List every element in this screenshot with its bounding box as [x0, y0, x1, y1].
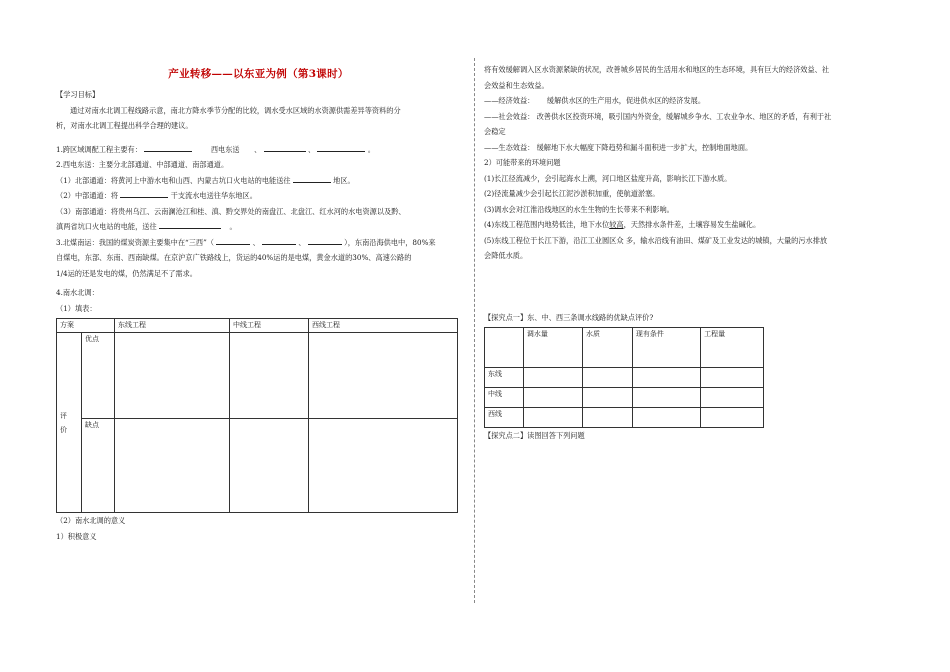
answer-blank[interactable] [144, 143, 192, 152]
answer-blank[interactable] [159, 220, 221, 229]
answer-blank[interactable] [262, 236, 296, 245]
objective-heading: 【学习目标】 [56, 90, 100, 99]
question-text: 。 [367, 144, 375, 154]
question-3-cont: 1/4运的还是发电的煤，仍然满足不了需求。 [56, 268, 197, 278]
route-comparison-table [484, 327, 764, 428]
answer-blank[interactable] [293, 174, 331, 183]
question-text: （1）北部通道：将黄河上中游水电和山西、内蒙古坑口火电站的电能送往 [56, 175, 291, 185]
table-header: 现有条件 [632, 328, 700, 368]
question-text: 、 [252, 237, 260, 247]
objective-line: 析，对南水北调工程提出科学合理的建议。 [56, 121, 193, 130]
question-1 [56, 142, 461, 158]
question-3 [56, 235, 461, 251]
table-cell[interactable] [582, 388, 632, 408]
env-problem: (2)径流量减少会引起长江泥沙淤积加重，使航道淤塞。 [484, 189, 660, 198]
row-label-advantages: 优点 [82, 333, 115, 419]
question-text: ），东南沿海供电中，80%来 [344, 237, 436, 247]
significance-line: 会效益和生态效益。 [484, 80, 549, 90]
table-cell[interactable] [230, 333, 309, 419]
route-evaluation-table [56, 318, 458, 513]
table-corner [485, 328, 524, 368]
table-cell[interactable] [701, 388, 764, 408]
left-column [56, 62, 461, 544]
explore-point-1: 【探究点一】东、中、西三条调水线路的优缺点评价? [484, 312, 654, 322]
significance-line: 将有效缓解调入区水资源紧缺的状况，改善城乡居民的生活用水和地区的生态环境，具有巨大的经济效益、社 [484, 65, 830, 74]
explore-point-2: 【探究点二】读图回答下列问题 [484, 431, 585, 440]
question-text: 3.北煤南运：我国的煤炭资源主要集中在“三西”（ [56, 237, 214, 247]
table-cell[interactable] [523, 388, 582, 408]
table-header: 西线工程 [309, 319, 458, 333]
question-4-1: （1）填表： [56, 303, 97, 313]
question-text: （2）中部通道：将 [56, 191, 119, 200]
answer-blank[interactable] [264, 143, 306, 152]
table-header: 方案 [57, 319, 115, 333]
question-text: 地区。 [333, 175, 355, 185]
page-title: 产业转移——以东亚为例（第3课时） [168, 68, 349, 80]
answer-blank[interactable] [308, 236, 342, 245]
table-cell[interactable] [632, 408, 700, 428]
table-cell[interactable] [115, 333, 230, 419]
question-2-2 [56, 188, 461, 204]
row-label-middle: 中线 [485, 388, 524, 408]
question-text: 、 [298, 237, 306, 247]
env-problem-cont: 会降低水质。 [484, 251, 528, 260]
row-label-east: 东线 [485, 368, 524, 388]
question-3-cont: 自煤电，东部、东南、西南缺煤。在京沪京广铁路线上，货运的40%运的是电煤，黄金水道的30%、高速公路的 [56, 253, 412, 262]
question-2-3-cont [56, 219, 461, 235]
table-cell[interactable] [701, 368, 764, 388]
table-cell[interactable] [632, 388, 700, 408]
table-cell[interactable] [309, 419, 458, 513]
question-text: 西电东送 [210, 144, 240, 154]
table-header: 东线工程 [115, 319, 230, 333]
row-label-west: 西线 [485, 408, 524, 428]
social-benefit: ——社会效益： 改善供水区投资环境，吸引国内外资金，缓解城乡争水、工农业争水、地区的矛盾，有利于社 [484, 111, 832, 121]
question-2: 2.西电东送：主要分北部通道、中部通道、南部通道。 [56, 160, 229, 169]
eval-label: 评 价 [57, 333, 82, 513]
underlined-text: 较高 [609, 220, 624, 229]
question-4: 4.南水北调： [56, 288, 99, 297]
question-2-1 [56, 173, 461, 189]
table-cell[interactable] [582, 408, 632, 428]
right-column [484, 62, 894, 444]
table-cell[interactable] [309, 333, 458, 419]
social-benefit-cont: 会稳定 [484, 127, 506, 136]
column-divider [474, 58, 475, 603]
table-header: 工程量 [701, 328, 764, 368]
question-2-3: （3）南部通道：将贵州乌江、云南澜沧江和桂、滇、黔交界处的南盘江、北盘江、红水河的水电资源以及黔、 [56, 206, 406, 216]
objective-line: 通过对南水北调工程线路示意，南北方降水季节分配的比较，调水受水区域的水资源供需差异等资料的分 [70, 105, 401, 115]
table-cell[interactable] [582, 368, 632, 388]
table-cell[interactable] [230, 419, 309, 513]
table-cell[interactable] [523, 408, 582, 428]
answer-blank[interactable] [216, 236, 250, 245]
env-problem: (3)调水会对江淮沿线地区的水生生物的生长带来不利影响。 [484, 204, 674, 214]
row-label-disadvantages: 缺点 [82, 419, 115, 513]
question-4-2-1: 1）积极意义 [56, 531, 97, 541]
table-cell[interactable] [523, 368, 582, 388]
answer-blank[interactable] [120, 189, 168, 198]
question-text: 滇两省坑口火电站的电能，送往 [56, 222, 157, 231]
ecological-benefit: ——生态效益： 缓解地下水大幅度下降趋势和漏斗面积进一步扩大，控制地面地面。 [484, 142, 753, 152]
env-problem: (5)东线工程位于长江下游，沿江工业圆区众 多，输水沿线有油田、煤矿及工业发达的城镇，大量的污水排放 [484, 235, 828, 245]
table-cell[interactable] [701, 408, 764, 428]
question-text: 1.跨区域调配工程主要有： [56, 144, 142, 154]
question-text: 、 [307, 144, 316, 154]
env-problems-heading: 2）可能带来的环境问题 [484, 158, 561, 167]
question-text: 干支流水电送往华东地区。 [170, 191, 257, 200]
question-4-2: （2）南水北调的意义 [56, 516, 126, 525]
question-text: 。 [229, 222, 237, 231]
question-text: 、 [254, 144, 262, 154]
table-header: 水质 [582, 328, 632, 368]
env-problem: (1)长江径流减少，会引起海水上溯，河口地区盐度升高，影响长江下游水质。 [484, 173, 732, 183]
answer-blank[interactable] [317, 143, 365, 152]
env-problem: (4)东线工程范围内地势低洼，地下水位较高，天然排水条件差，土壤容易发生盐碱化。 [484, 220, 761, 229]
table-header: 中线工程 [230, 319, 309, 333]
table-cell[interactable] [632, 368, 700, 388]
table-cell[interactable] [115, 419, 230, 513]
table-header: 调水量 [523, 328, 582, 368]
economic-benefit: ——经济效益： 缓解供水区的生产用水，促进供水区的经济发展。 [484, 96, 706, 105]
